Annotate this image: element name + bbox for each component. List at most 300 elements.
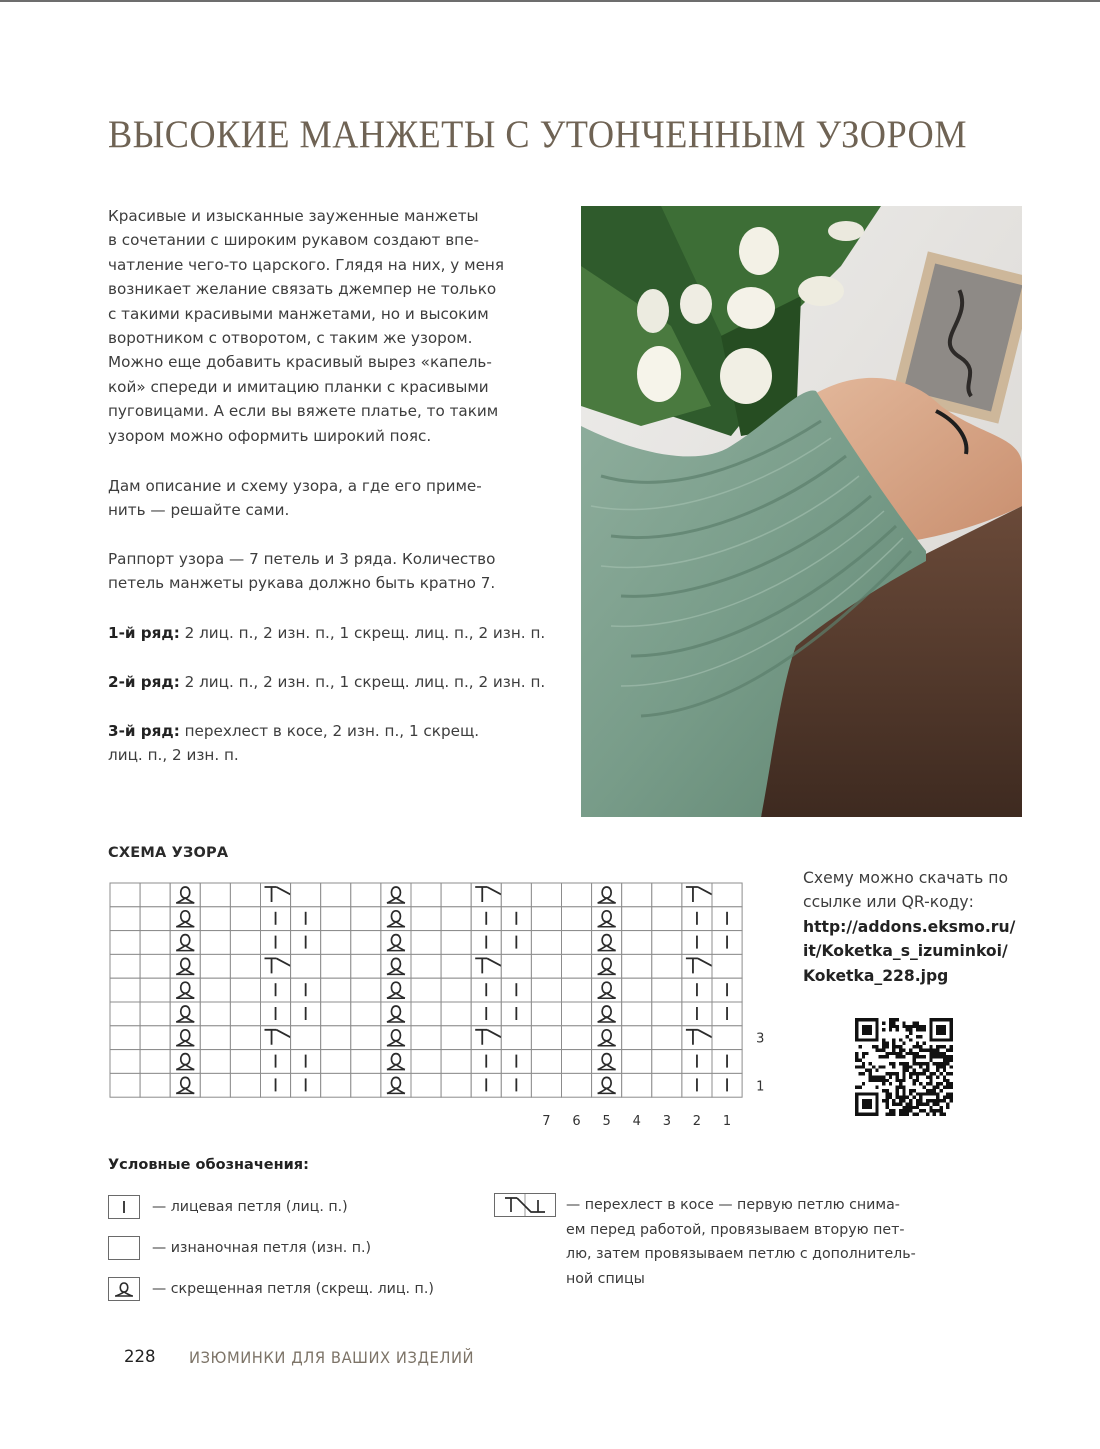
chart-cell	[501, 1026, 531, 1050]
qr-module	[943, 1069, 946, 1072]
text-line: в сочетании с широким рукавом создают впе-	[108, 231, 479, 250]
chart-cell	[321, 1002, 351, 1026]
qr-module	[882, 1089, 885, 1092]
qr-finder	[936, 1025, 946, 1035]
qr-module	[892, 1109, 895, 1112]
qr-module	[909, 1092, 912, 1095]
chart-cell	[140, 978, 170, 1002]
chart-cell	[622, 931, 652, 955]
qr-module	[858, 1059, 861, 1062]
chart-cell	[321, 907, 351, 931]
chart-cell	[531, 978, 561, 1002]
chart-cell	[321, 1026, 351, 1050]
chart-cell	[411, 978, 441, 1002]
qr-module	[923, 1042, 926, 1045]
qr-module	[892, 1042, 895, 1045]
qr-module	[936, 1048, 939, 1051]
qr-module	[902, 1021, 905, 1024]
qr-module	[909, 1048, 912, 1051]
qr-module	[929, 1109, 932, 1112]
qr-module	[950, 1045, 953, 1048]
row-text: перехлест в косе, 2 изн. п., 1 скрещ.	[179, 722, 480, 740]
chart-cell	[411, 1002, 441, 1026]
chart-cell	[531, 1050, 561, 1074]
intro-paragraph-1	[108, 204, 558, 448]
qr-module	[909, 1099, 912, 1102]
chart-cell	[441, 1073, 471, 1097]
chart-cell	[622, 1026, 652, 1050]
legend-item-purl	[108, 1236, 371, 1260]
chart-cell	[110, 978, 140, 1002]
chart-cell	[321, 931, 351, 955]
qr-module	[933, 1052, 936, 1055]
qr-module	[946, 1096, 949, 1099]
chart-cell	[200, 1026, 230, 1050]
text-line: Красивые и изысканные зауженные манжеты	[108, 207, 479, 225]
qr-module	[939, 1062, 942, 1065]
qr-module	[923, 1092, 926, 1095]
qr-module	[939, 1065, 942, 1068]
qr-module	[936, 1096, 939, 1099]
qr-module	[912, 1025, 915, 1028]
qr-module	[882, 1038, 885, 1041]
chart-cell	[110, 907, 140, 931]
qr-module	[912, 1069, 915, 1072]
qr-module	[885, 1102, 888, 1105]
chart-cell	[441, 907, 471, 931]
chart-cell	[291, 954, 321, 978]
qr-module	[929, 1099, 932, 1102]
qr-module	[912, 1113, 915, 1116]
chart-cell	[200, 907, 230, 931]
text-line: чатление чего-то царского. Глядя на них, у меня	[108, 255, 504, 274]
qr-module	[950, 1048, 953, 1051]
chart-cell	[652, 1026, 682, 1050]
qr-module	[916, 1106, 919, 1109]
qr-module	[950, 1099, 953, 1102]
chart-cell	[441, 1002, 471, 1026]
qr-module	[912, 1096, 915, 1099]
chart-cell	[140, 883, 170, 907]
column-number: 2	[692, 1114, 702, 1128]
qr-module	[862, 1055, 865, 1058]
qr-code[interactable]	[855, 1018, 953, 1116]
qr-module	[916, 1079, 919, 1082]
qr-module	[929, 1055, 932, 1058]
qr-module	[926, 1113, 929, 1116]
qr-module	[946, 1079, 949, 1082]
intro-paragraph-2	[108, 474, 558, 523]
qr-module	[896, 1072, 899, 1075]
chart-cell	[411, 1026, 441, 1050]
chart-cell	[622, 978, 652, 1002]
qr-module	[896, 1079, 899, 1082]
qr-module	[882, 1075, 885, 1078]
qr-module	[902, 1072, 905, 1075]
column-number: 1	[722, 1114, 732, 1128]
qr-module	[943, 1062, 946, 1065]
qr-module	[936, 1062, 939, 1065]
qr-module	[875, 1045, 878, 1048]
legend-text: — лицевая петля (лиц. п.)	[152, 1199, 348, 1215]
chart-cell	[441, 1050, 471, 1074]
qr-module	[862, 1082, 865, 1085]
qr-module	[896, 1075, 899, 1078]
qr-module	[943, 1079, 946, 1082]
qr-module	[906, 1028, 909, 1031]
chart-cell	[712, 954, 742, 978]
qr-module	[892, 1048, 895, 1051]
qr-module	[906, 1052, 909, 1055]
chart-cell	[140, 1002, 170, 1026]
qr-module	[889, 1052, 892, 1055]
qr-module	[899, 1062, 902, 1065]
row-instruction-2	[108, 670, 568, 694]
qr-module	[926, 1065, 929, 1068]
qr-module	[916, 1025, 919, 1028]
qr-module	[882, 1055, 885, 1058]
qr-module	[936, 1052, 939, 1055]
chart-cell	[712, 883, 742, 907]
qr-module	[899, 1052, 902, 1055]
qr-module	[889, 1082, 892, 1085]
twisted-stitch-icon	[108, 1277, 140, 1301]
url-line: it/Koketka_s_izuminkoi/	[803, 942, 1008, 961]
qr-module	[882, 1079, 885, 1082]
qr-module	[889, 1109, 892, 1112]
qr-module	[869, 1079, 872, 1082]
chart-cell	[652, 1050, 682, 1074]
chart-cell	[321, 978, 351, 1002]
qr-module	[875, 1079, 878, 1082]
text-line: Раппорт узора — 7 петель и 3 ряда. Количество	[108, 550, 496, 568]
qr-module	[872, 1075, 875, 1078]
qr-finder	[862, 1099, 872, 1109]
qr-module	[912, 1072, 915, 1075]
download-text-line: ссылке или QR-коду:	[803, 893, 974, 912]
chart-cell	[562, 1002, 592, 1026]
qr-module	[862, 1072, 865, 1075]
url-line: http://addons.eksmo.ru/	[803, 917, 1016, 936]
qr-module	[912, 1106, 915, 1109]
row-instruction-1	[108, 621, 568, 645]
column-number: 3	[662, 1114, 671, 1128]
chart-cell	[441, 1026, 471, 1050]
qr-module	[923, 1025, 926, 1028]
qr-module	[916, 1102, 919, 1105]
chart-cell	[200, 1002, 230, 1026]
qr-module	[902, 1065, 905, 1068]
chart-cell	[321, 1050, 351, 1074]
chart-cell	[291, 1026, 321, 1050]
qr-module	[862, 1052, 865, 1055]
page-title: ВЫСОКИЕ МАНЖЕТЫ С УТОНЧЕННЫМ УЗОРОМ	[108, 113, 967, 156]
qr-module	[946, 1048, 949, 1051]
qr-module	[872, 1065, 875, 1068]
qr-module	[892, 1025, 895, 1028]
qr-module	[906, 1109, 909, 1112]
qr-module	[929, 1092, 932, 1095]
qr-module	[882, 1082, 885, 1085]
qr-module	[899, 1113, 902, 1116]
chart-cell	[110, 954, 140, 978]
qr-module	[906, 1096, 909, 1099]
chart-cell	[622, 1002, 652, 1026]
text-line: нить — решайте сами.	[108, 501, 290, 520]
legend-title: Условные обозначения:	[108, 1157, 309, 1173]
qr-module	[943, 1045, 946, 1048]
qr-module	[933, 1092, 936, 1095]
qr-module	[906, 1025, 909, 1028]
qr-module	[902, 1025, 905, 1028]
qr-module	[906, 1113, 909, 1116]
section-title: ИЗЮМИНКИ ДЛЯ ВАШИХ ИЗДЕЛИЙ	[189, 1348, 475, 1367]
qr-module	[919, 1062, 922, 1065]
qr-module	[896, 1089, 899, 1092]
qr-module	[943, 1065, 946, 1068]
chart-cell	[562, 954, 592, 978]
qr-module	[906, 1069, 909, 1072]
qr-module	[902, 1069, 905, 1072]
qr-module	[943, 1059, 946, 1062]
qr-module	[916, 1075, 919, 1078]
qr-module	[950, 1092, 953, 1095]
qr-module	[946, 1086, 949, 1089]
chart-cell	[230, 883, 260, 907]
chart-cell	[110, 1002, 140, 1026]
chart-cell	[652, 907, 682, 931]
qr-module	[923, 1072, 926, 1075]
chart-cell	[200, 978, 230, 1002]
qr-module	[933, 1089, 936, 1092]
chart-cell	[531, 883, 561, 907]
knit-stitch-icon	[108, 1195, 140, 1219]
qr-module	[950, 1086, 953, 1089]
qr-module	[909, 1065, 912, 1068]
download-info	[803, 866, 1043, 988]
qr-module	[939, 1055, 942, 1058]
qr-module	[912, 1082, 915, 1085]
qr-module	[936, 1069, 939, 1072]
qr-module	[902, 1055, 905, 1058]
legend-text-line: ной спицы	[566, 1270, 645, 1287]
qr-module	[862, 1062, 865, 1065]
qr-module	[919, 1045, 922, 1048]
legend-text: — изнаночная петля (изн. п.)	[152, 1240, 372, 1256]
qr-module	[909, 1102, 912, 1105]
qr-module	[906, 1065, 909, 1068]
text-line: с такими красивыми манжетами, но и высоким	[108, 304, 489, 323]
qr-module	[926, 1099, 929, 1102]
qr-module	[916, 1035, 919, 1038]
qr-module	[899, 1082, 902, 1085]
qr-module	[950, 1072, 953, 1075]
legend-item-knit	[108, 1195, 348, 1219]
qr-module	[896, 1055, 899, 1058]
qr-module	[869, 1062, 872, 1065]
text-line: Можно еще добавить красивый вырез «капель-	[108, 353, 492, 372]
qr-module	[946, 1092, 949, 1095]
qr-module	[899, 1055, 902, 1058]
qr-module	[885, 1113, 888, 1116]
column-number: 6	[572, 1114, 581, 1128]
qr-module	[919, 1028, 922, 1031]
qr-finder	[862, 1025, 872, 1035]
qr-module	[909, 1075, 912, 1078]
chart-cell	[562, 1073, 592, 1097]
qr-module	[923, 1109, 926, 1112]
qr-module	[869, 1069, 872, 1072]
chart-cell	[622, 954, 652, 978]
chart-cell	[622, 907, 652, 931]
legend-item-cable	[494, 1193, 964, 1291]
chart-cell	[230, 1050, 260, 1074]
chart-cell	[200, 1073, 230, 1097]
qr-module	[929, 1075, 932, 1078]
qr-module	[902, 1106, 905, 1109]
chart-cell	[321, 1073, 351, 1097]
qr-module	[916, 1042, 919, 1045]
qr-module	[858, 1045, 861, 1048]
qr-module	[885, 1099, 888, 1102]
download-link[interactable]	[803, 915, 1043, 988]
chart-cell	[562, 1050, 592, 1074]
chart-cell	[140, 907, 170, 931]
qr-module	[896, 1102, 899, 1105]
qr-module	[943, 1052, 946, 1055]
chart-cell	[622, 883, 652, 907]
chart-cell	[140, 954, 170, 978]
qr-module	[950, 1059, 953, 1062]
qr-module	[926, 1069, 929, 1072]
qr-module	[879, 1065, 882, 1068]
chart-cell	[321, 954, 351, 978]
chart-cell	[531, 1002, 561, 1026]
sleeve-cuff-photo	[581, 206, 1022, 817]
qr-module	[875, 1048, 878, 1051]
qr-module	[872, 1045, 875, 1048]
qr-module	[875, 1069, 878, 1072]
chart-cell	[230, 978, 260, 1002]
qr-module	[902, 1096, 905, 1099]
chart-cell	[652, 978, 682, 1002]
chart-cell	[652, 883, 682, 907]
qr-module	[933, 1099, 936, 1102]
qr-module	[933, 1048, 936, 1051]
chart-cell	[230, 907, 260, 931]
qr-module	[879, 1048, 882, 1051]
qr-module	[933, 1062, 936, 1065]
row-label: 2-й ряд:	[108, 673, 180, 691]
chart-cell	[351, 907, 381, 931]
chart-cell	[110, 1050, 140, 1074]
qr-module	[919, 1096, 922, 1099]
qr-module	[892, 1045, 895, 1048]
qr-module	[926, 1102, 929, 1105]
qr-module	[882, 1042, 885, 1045]
qr-module	[892, 1065, 895, 1068]
qr-module	[919, 1072, 922, 1075]
qr-module	[906, 1106, 909, 1109]
qr-module	[943, 1099, 946, 1102]
row-instruction-3	[108, 719, 568, 768]
qr-module	[946, 1062, 949, 1065]
qr-module	[912, 1052, 915, 1055]
qr-module	[939, 1113, 942, 1116]
knitting-chart	[105, 878, 775, 1128]
qr-module	[902, 1042, 905, 1045]
qr-module	[939, 1099, 942, 1102]
cable-crossing-icon	[494, 1193, 556, 1217]
qr-module	[889, 1096, 892, 1099]
chart-cell	[441, 931, 471, 955]
qr-module	[885, 1042, 888, 1045]
qr-module	[896, 1086, 899, 1089]
chart-cell	[200, 954, 230, 978]
url-line: Koketka_228.jpg	[803, 966, 949, 985]
qr-module	[923, 1048, 926, 1051]
chart-cell	[712, 1026, 742, 1050]
row-label: 3-й ряд:	[108, 722, 180, 740]
qr-module	[889, 1092, 892, 1095]
qr-module	[912, 1045, 915, 1048]
text-line: узором можно оформить широкий пояс.	[108, 426, 432, 445]
qr-module	[869, 1072, 872, 1075]
qr-module	[885, 1096, 888, 1099]
qr-module	[923, 1055, 926, 1058]
qr-module	[926, 1048, 929, 1051]
qr-module	[899, 1048, 902, 1051]
qr-module	[936, 1102, 939, 1105]
qr-module	[936, 1092, 939, 1095]
chart-cell	[140, 931, 170, 955]
qr-module	[882, 1021, 885, 1024]
qr-module	[909, 1109, 912, 1112]
qr-module	[919, 1048, 922, 1051]
qr-module	[939, 1052, 942, 1055]
legend-text	[566, 1193, 964, 1291]
chart-cell	[351, 883, 381, 907]
chart-cell	[230, 1073, 260, 1097]
qr-module	[943, 1075, 946, 1078]
chart-cell	[531, 931, 561, 955]
qr-module	[929, 1079, 932, 1082]
qr-module	[879, 1055, 882, 1058]
qr-module	[889, 1018, 892, 1021]
chart-cell	[531, 1026, 561, 1050]
row-label: 1-й ряд:	[108, 624, 180, 642]
chart-cell	[351, 1026, 381, 1050]
qr-module	[869, 1075, 872, 1078]
qr-module	[939, 1072, 942, 1075]
qr-module	[912, 1062, 915, 1065]
qr-module	[912, 1089, 915, 1092]
chart-cell	[200, 931, 230, 955]
chart-cell	[200, 1050, 230, 1074]
qr-module	[892, 1018, 895, 1021]
qr-module	[896, 1025, 899, 1028]
legend-text-line: ем перед работой, провязываем вторую пет-	[566, 1221, 905, 1238]
qr-module	[892, 1099, 895, 1102]
qr-module	[929, 1045, 932, 1048]
qr-module	[858, 1065, 861, 1068]
chart-cell	[531, 954, 561, 978]
qr-module	[923, 1062, 926, 1065]
qr-module	[950, 1096, 953, 1099]
qr-module	[933, 1102, 936, 1105]
qr-module	[855, 1059, 858, 1062]
qr-module	[926, 1082, 929, 1085]
